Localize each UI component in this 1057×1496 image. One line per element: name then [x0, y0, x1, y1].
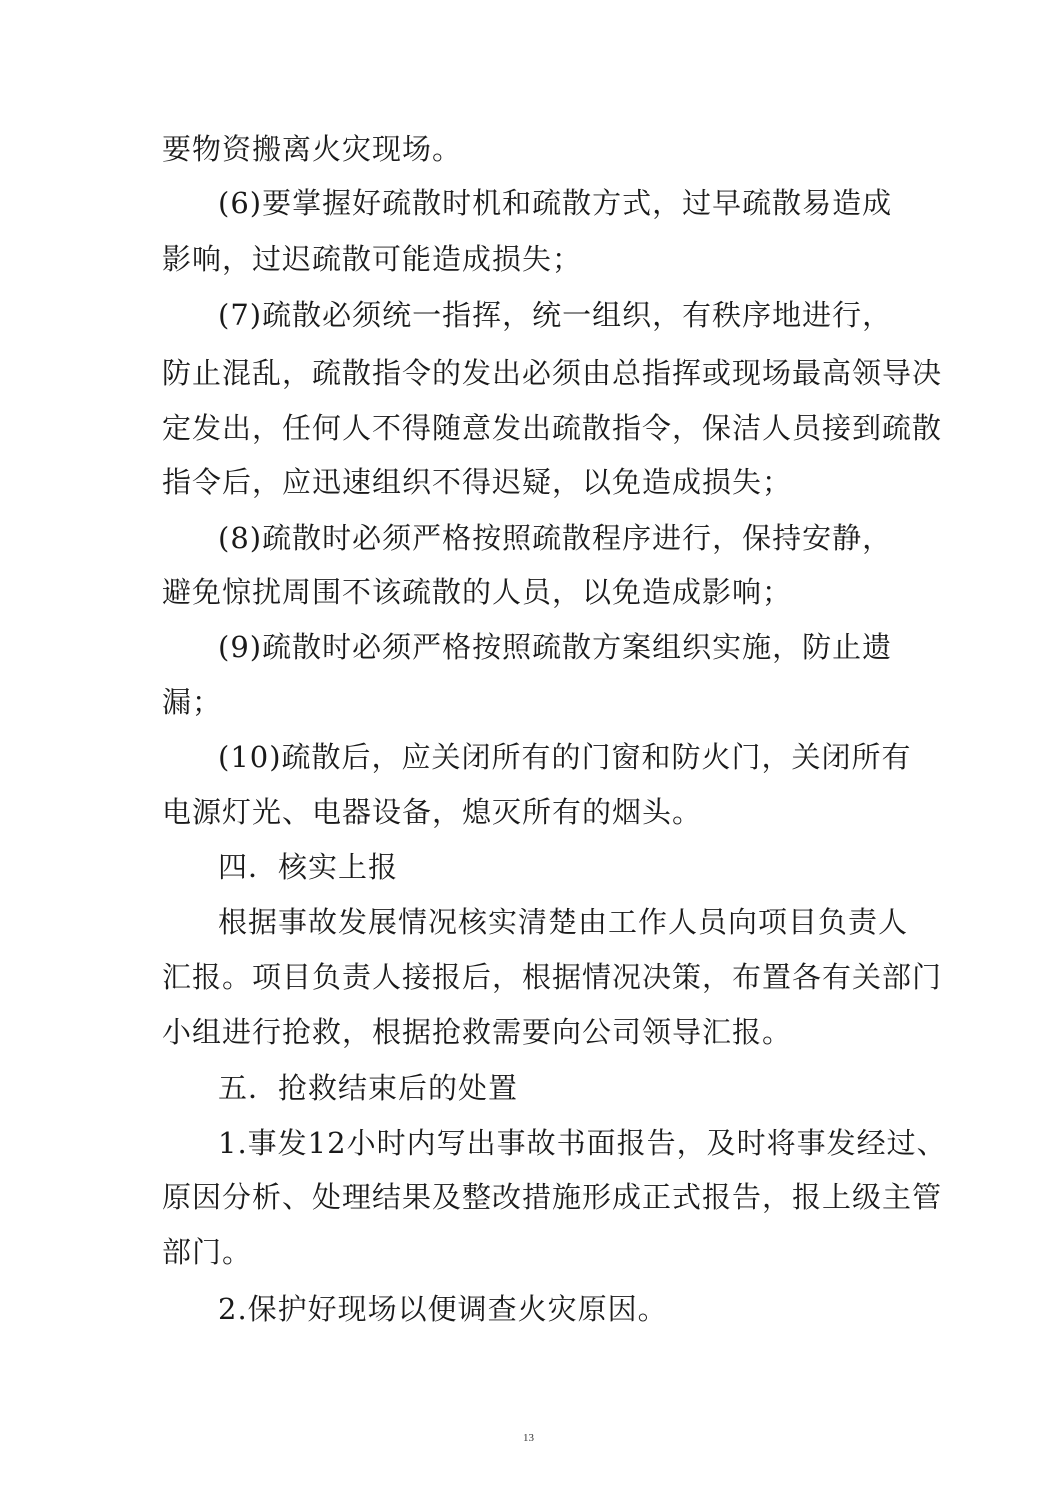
- paragraph-line: 避免惊扰周围不该疏散的人员，以免造成影响；: [162, 575, 793, 609]
- paragraph-line: 1.事发12小时内写出事故书面报告，及时将事发经过、: [218, 1126, 947, 1160]
- section-heading: 五．抢救结束后的处置: [218, 1071, 519, 1105]
- paragraph-line: 防止混乱，疏散指令的发出必须由总指挥或现场最高领导决: [162, 356, 943, 390]
- paragraph-line: (6)要掌握好疏散时机和疏散方式，过早疏散易造成: [218, 186, 893, 220]
- paragraph-line: (8)疏散时必须严格按照疏散程序进行，保持安静，: [218, 521, 893, 555]
- section-heading: 四．核实上报: [218, 850, 399, 884]
- paragraph-line: (7)疏散必须统一指挥，统一组织，有秩序地进行，: [218, 298, 893, 332]
- paragraph-line: 指令后，应迅速组织不得迟疑，以免造成损失；: [162, 465, 793, 499]
- paragraph-line: 定发出，任何人不得随意发出疏散指令，保洁人员接到疏散: [162, 411, 943, 445]
- paragraph-line: 电源灯光、电器设备，熄灭所有的烟头。: [162, 795, 703, 829]
- paragraph-line: 汇报。项目负责人接报后，根据情况决策，布置各有关部门: [162, 960, 943, 994]
- paragraph-line: 部门。: [162, 1235, 253, 1269]
- paragraph-line: 根据事故发展情况核实清楚由工作人员向项目负责人: [218, 905, 909, 939]
- paragraph-line: 小组进行抢救，根据抢救需要向公司领导汇报。: [162, 1015, 793, 1049]
- paragraph-line: 漏；: [162, 685, 223, 719]
- page-number: 13: [523, 1432, 534, 1444]
- paragraph-line: 2.保护好现场以便调查火灾原因。: [218, 1292, 668, 1326]
- paragraph-line: 原因分析、处理结果及整改措施形成正式报告，报上级主管: [162, 1180, 943, 1214]
- paragraph-line: (10)疏散后，应关闭所有的门窗和防火门，关闭所有: [218, 740, 912, 774]
- paragraph-line: 影响，过迟疏散可能造成损失；: [162, 242, 583, 276]
- paragraph-line: (9)疏散时必须严格按照疏散方案组织实施，防止遗: [218, 630, 893, 664]
- paragraph-line: 要物资搬离火灾现场。: [162, 132, 463, 166]
